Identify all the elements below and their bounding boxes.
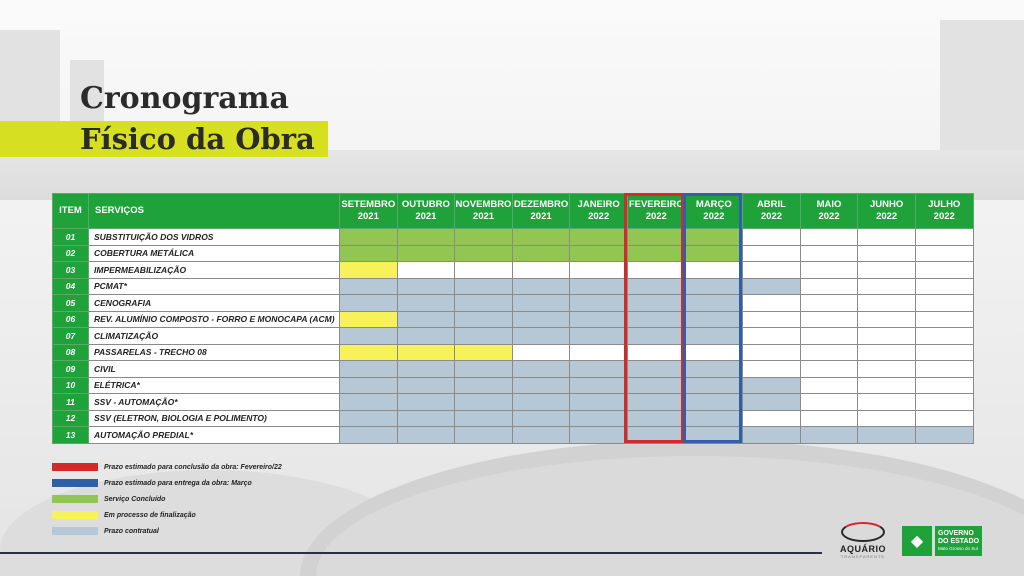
legend [52,459,282,539]
schedule-cell [397,229,455,246]
schedule-cell [800,328,858,345]
schedule-cell [627,427,685,444]
schedule-cell [570,295,628,312]
header-services: SERVIÇOS [89,194,340,229]
schedule-cell [627,344,685,361]
item-number: 04 [53,278,89,295]
table-row [53,278,974,295]
schedule-cell [340,328,398,345]
schedule-cell [570,361,628,378]
table-row [53,377,974,394]
schedule-cell [397,377,455,394]
schedule-cell [455,229,513,246]
schedule-cell [340,427,398,444]
schedule-cell [685,311,743,328]
schedule-cell [800,262,858,279]
schedule-cell [570,328,628,345]
schedule-cell [340,311,398,328]
service-name: CIVIL [89,361,340,378]
schedule-cell [743,278,801,295]
schedule-cell [627,245,685,262]
table-row [53,328,974,345]
schedule-cell [858,245,916,262]
schedule-cell [570,410,628,427]
schedule-cell [915,344,973,361]
month-header: MARÇO 2022 [685,194,743,229]
schedule-cell [627,361,685,378]
schedule-cell [685,394,743,411]
table-row [53,410,974,427]
schedule-cell [512,394,570,411]
schedule-cell [512,229,570,246]
schedule-cell [743,344,801,361]
table-row [53,245,974,262]
service-name: CENOGRAFIA [89,295,340,312]
schedule-cell [512,377,570,394]
schedule-cell [915,377,973,394]
schedule-cell [915,328,973,345]
item-number: 05 [53,295,89,312]
service-name: IMPERMEABILIZAÇÃO [89,262,340,279]
service-name: CLIMATIZAÇÃO [89,328,340,345]
service-name: PASSARELAS - TRECHO 08 [89,344,340,361]
month-header: JUNHO 2022 [858,194,916,229]
schedule-cell [800,295,858,312]
schedule-cell [915,245,973,262]
legend-item-in-progress: Em processo de finalização [52,507,282,523]
schedule-cell [570,311,628,328]
schedule-cell [570,344,628,361]
item-number: 08 [53,344,89,361]
schedule-cell [455,245,513,262]
schedule-cell [858,410,916,427]
legend-item-completed: Serviço Concluído [52,491,282,507]
legend-item-conclusion: Prazo estimado para conclusão da obra: Fevereiro/22 [52,459,282,475]
item-number: 09 [53,361,89,378]
schedule-cell [915,229,973,246]
legend-swatch-blue [52,479,98,487]
schedule-cell [685,328,743,345]
schedule-cell [800,344,858,361]
schedule-cell [858,361,916,378]
schedule-cell [627,311,685,328]
schedule-cell [743,427,801,444]
schedule-cell [570,229,628,246]
schedule-cell [743,311,801,328]
item-number: 01 [53,229,89,246]
governo-logo: ◆ GOVERNO DO ESTADO Mato Grosso do Sul [902,526,994,556]
schedule-cell [915,394,973,411]
schedule-cell [915,427,973,444]
schedule-cell [512,410,570,427]
footer-divider [0,552,822,554]
schedule-cell [570,427,628,444]
schedule-cell [512,245,570,262]
schedule-cell [800,410,858,427]
schedule-cell [397,394,455,411]
schedule-cell [570,278,628,295]
service-name: REV. ALUMÍNIO COMPOSTO - FORRO E MONOCAPA (ACM) [89,311,340,328]
month-header: OUTUBRO 2021 [397,194,455,229]
table-row [53,262,974,279]
schedule-cell [570,245,628,262]
state-emblem-icon: ◆ [902,526,932,556]
schedule-cell [455,344,513,361]
schedule-cell [340,262,398,279]
item-number: 03 [53,262,89,279]
schedule-cell [685,262,743,279]
schedule-cell [743,377,801,394]
table-row [53,361,974,378]
service-name: SSV (ELETRON, BIOLOGIA E POLIMENTO) [89,410,340,427]
schedule-cell [800,278,858,295]
schedule-cell [455,295,513,312]
service-name: ELÉTRICA* [89,377,340,394]
schedule-cell [743,229,801,246]
item-number: 13 [53,427,89,444]
schedule-cell [915,361,973,378]
table-row [53,344,974,361]
schedule-cell [340,377,398,394]
legend-swatch-red [52,463,98,471]
schedule-cell [340,410,398,427]
schedule-cell [858,344,916,361]
schedule-cell [858,311,916,328]
schedule-cell [397,295,455,312]
legend-swatch-yellow [52,511,98,519]
table-row [53,427,974,444]
header-row [53,194,974,229]
month-header: ABRIL 2022 [743,194,801,229]
schedule-cell [800,229,858,246]
schedule-cell [858,427,916,444]
schedule-cell [455,311,513,328]
schedule-cell [512,361,570,378]
month-header: JULHO 2022 [915,194,973,229]
schedule-cell [800,427,858,444]
schedule-cell [570,394,628,411]
service-name: COBERTURA METÁLICA [89,245,340,262]
month-header: NOVEMBRO 2021 [455,194,513,229]
schedule-cell [397,262,455,279]
schedule-cell [915,295,973,312]
schedule-cell [570,262,628,279]
legend-item-delivery: Prazo estimado para entrega da obra: Março [52,475,282,491]
schedule-cell [743,394,801,411]
schedule-cell [627,410,685,427]
schedule-cell [858,328,916,345]
legend-swatch-green [52,495,98,503]
schedule-cell [512,311,570,328]
aquario-logo: AQUÁRIO TRANSPARENTE [832,522,894,566]
schedule-cell [570,377,628,394]
schedule-cell [627,295,685,312]
schedule-cell [627,262,685,279]
schedule-cell [685,377,743,394]
schedule-cell [858,295,916,312]
schedule-cell [455,278,513,295]
schedule-cell [397,410,455,427]
schedule-cell [743,262,801,279]
month-header: DEZEMBRO 2021 [512,194,570,229]
service-name: SSV - AUTOMAÇÃO* [89,394,340,411]
schedule-table [52,193,974,444]
schedule-cell [800,311,858,328]
schedule-cell [455,262,513,279]
schedule-cell [340,295,398,312]
schedule-cell [800,361,858,378]
service-name: PCMAT* [89,278,340,295]
schedule-cell [397,427,455,444]
schedule-cell [858,278,916,295]
header-item: ITEM [53,194,89,229]
schedule-cell [743,361,801,378]
schedule-cell [340,361,398,378]
schedule-cell [340,229,398,246]
schedule-cell [455,377,513,394]
item-number: 07 [53,328,89,345]
legend-item-contract: Prazo contratual [52,523,282,539]
schedule-body [53,229,974,444]
month-header: JANEIRO 2022 [570,194,628,229]
schedule-cell [743,328,801,345]
item-number: 11 [53,394,89,411]
table-row [53,394,974,411]
table-row [53,295,974,312]
schedule-cell [685,344,743,361]
schedule-cell [397,344,455,361]
schedule-cell [858,229,916,246]
schedule-cell [743,295,801,312]
schedule-cell [512,328,570,345]
schedule-cell [685,361,743,378]
schedule-cell [455,427,513,444]
schedule-cell [858,394,916,411]
schedule-cell [743,245,801,262]
schedule-cell [685,295,743,312]
table-row [53,229,974,246]
aquario-icon [841,522,885,542]
schedule-cell [915,262,973,279]
legend-swatch-gray-blue [52,527,98,535]
schedule-cell [340,278,398,295]
schedule-cell [455,328,513,345]
service-name: SUBSTITUIÇÃO DOS VIDROS [89,229,340,246]
schedule-cell [397,328,455,345]
schedule-cell [915,410,973,427]
schedule-cell [685,427,743,444]
schedule-cell [512,427,570,444]
schedule-cell [743,410,801,427]
schedule-cell [397,278,455,295]
schedule-cell [340,245,398,262]
month-header: FEVEREIRO 2022 [627,194,685,229]
schedule-cell [627,394,685,411]
schedule-cell [685,278,743,295]
schedule-cell [340,344,398,361]
schedule-cell [627,278,685,295]
item-number: 06 [53,311,89,328]
schedule-cell [455,394,513,411]
page-title: Cronograma [80,81,289,116]
schedule-cell [455,361,513,378]
schedule-cell [340,394,398,411]
schedule-cell [685,245,743,262]
schedule-cell [397,361,455,378]
month-header: MAIO 2022 [800,194,858,229]
schedule-cell [800,394,858,411]
schedule-cell [627,229,685,246]
schedule-cell [627,377,685,394]
item-number: 02 [53,245,89,262]
schedule-cell [512,344,570,361]
schedule-cell [512,262,570,279]
schedule-cell [915,278,973,295]
schedule-cell [858,262,916,279]
schedule-cell [627,328,685,345]
schedule-cell [397,245,455,262]
schedule-cell [915,311,973,328]
item-number: 10 [53,377,89,394]
schedule-cell [397,311,455,328]
service-name: AUTOMAÇÃO PREDIAL* [89,427,340,444]
item-number: 12 [53,410,89,427]
schedule-cell [800,377,858,394]
schedule-cell [858,377,916,394]
schedule-cell [512,278,570,295]
schedule-cell [455,410,513,427]
schedule-cell [685,410,743,427]
page-subtitle: Físico da Obra [0,121,328,157]
table-row [53,311,974,328]
month-header: SETEMBRO 2021 [340,194,398,229]
schedule-cell [800,245,858,262]
schedule-cell [512,295,570,312]
schedule-cell [685,229,743,246]
